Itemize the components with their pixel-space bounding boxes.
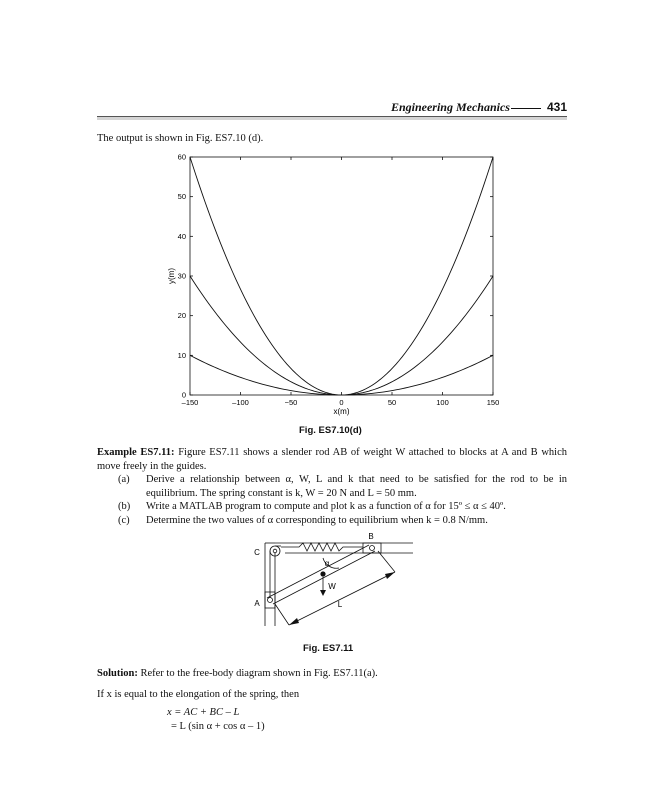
example-item-c [118,514,567,528]
elongation-line: If x is equal to the elongation of the spring, then [97,689,300,700]
series-line-curve-2 [190,276,493,395]
plot-frame [190,157,493,395]
label-w: W [328,582,336,591]
x-tick-label: 50 [387,398,397,407]
header-rule [97,116,567,120]
x-tick-label: –150 [181,398,199,407]
equation-1: x = AC + BC – L [167,707,240,718]
item-label: (b) [118,501,131,512]
y-tick-label: 50 [177,192,186,202]
label-c: C [254,548,260,557]
item-text: Write a MATLAB program to compute and plot k as a function of α for 15º ≤ α ≤ 40º. [146,501,506,512]
y-tick-label: 40 [177,231,186,241]
y-tick-label: 0 [181,390,186,400]
running-header [97,98,567,120]
series-line-curve-1 [190,355,493,395]
item-label: (c) [118,515,130,526]
figure-caption-es7-10d: Fig. ES7.10(d) [299,425,362,436]
x-tick-label: –100 [232,398,249,407]
example-label: Example ES7.11: [97,447,175,458]
label-alpha: α [324,559,330,568]
label-b: B [368,532,374,541]
solution-paragraph [97,667,567,681]
item-text: Determine the two values of α corresponding to equilibrium when k = 0.8 N/mm. [146,515,488,526]
y-tick-label: 10 [177,350,186,360]
item-text: Derive a relationship between α, W, L and k that need to be satisfied for the rod to be in equilibrium. The spring constant is k, W = 20 N and L = 50 mm. [146,474,567,499]
rod-diagram [245,528,415,638]
dim-arrow-left [289,618,299,625]
example-item-b [118,500,567,514]
curves [190,157,493,395]
example-text: Figure ES7.11 shows a slender rod AB of weight W attached to blocks at A and B which move freely in the guides. [97,447,567,472]
label-l: L [337,600,343,609]
x-tick-label: 100 [436,398,449,407]
y-tick-label: 20 [177,311,186,321]
item-label: (a) [118,474,130,485]
x-tick-label: −50 [284,398,298,407]
equation-2: = L (sin α + cos α – 1) [171,721,265,732]
y-tick-label: 60 [177,152,186,162]
y-axis-label: y(m) [167,268,176,284]
x-tick-label: 150 [486,398,500,407]
weight-arrow-head [320,590,326,596]
page-number: 431 [546,100,567,114]
y-tick-label: 30 [177,271,186,281]
example-paragraph [97,446,567,473]
running-title: Engineering Mechanics [390,100,510,114]
x-ticks [182,157,500,407]
x-tick-label: 0 [339,398,344,407]
header-dash [511,108,541,109]
label-a: A [254,599,260,608]
x-axis-label: x(m) [333,407,350,416]
spring [281,543,363,551]
dimension-line-l [289,572,395,625]
y-ticks [178,153,493,400]
series-line-curve-3 [190,157,493,395]
figure-caption-es7-11: Fig. ES7.11 [303,643,354,654]
intro-line: The output is shown in Fig. ES7.10 (d). [97,133,264,144]
solution-label: Solution: [97,668,138,679]
parabola-chart [160,150,510,420]
dim-arrow-right [385,572,395,579]
solution-text: Refer to the free-body diagram shown in Fig. ES7.11(a). [140,668,378,679]
example-item-a [118,473,567,500]
center-of-gravity [320,571,325,576]
